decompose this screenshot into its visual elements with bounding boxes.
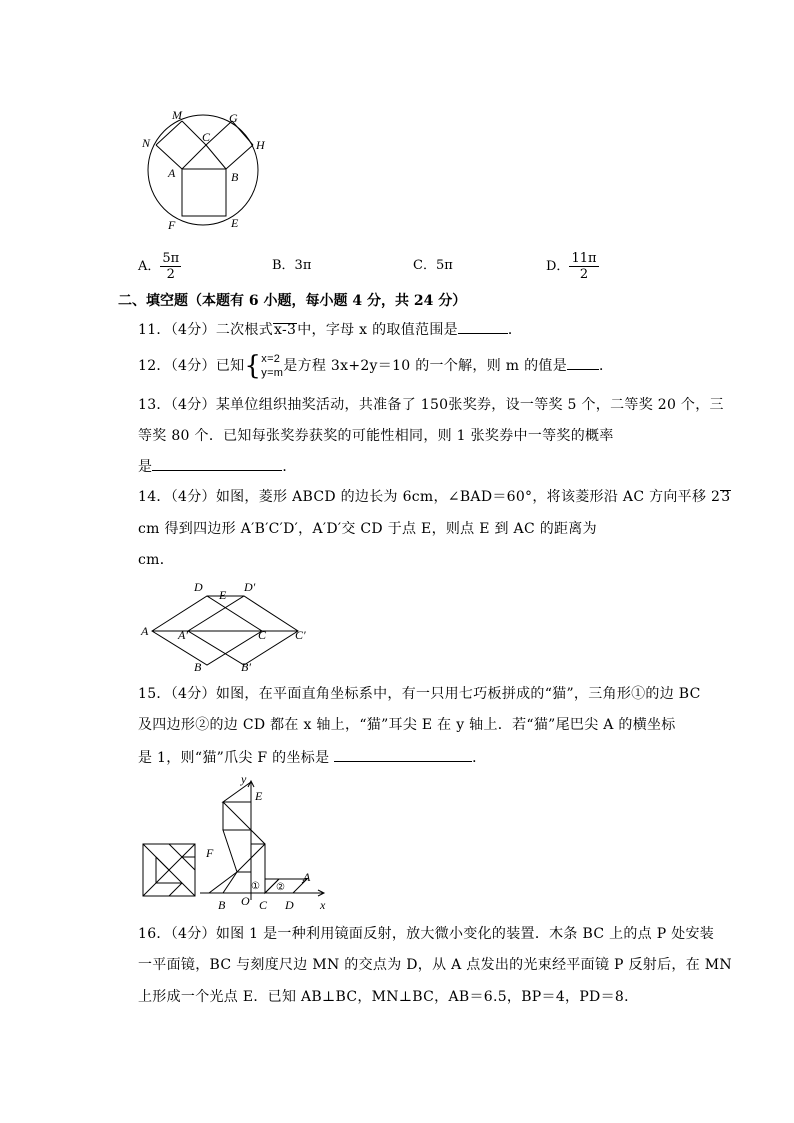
question-16-line-1: 16．（4分）如图 1 是一种利用镜面反射，放大微小变化的装置．木条 BC 上的点 P 处安装 (138, 926, 715, 942)
answer-blank-13[interactable] (152, 456, 282, 471)
label-C: C (202, 130, 211, 144)
question-16-line-3: 上形成一个光点 E．已知 AB⊥BC，MN⊥BC，AB＝6.5，BP＝4，PD＝8． (138, 989, 639, 1005)
question-12: 12．（4分）已知{ x=2 y=m 是方程 3x+2y＝10 的一个解，则 m 的值是 ． (138, 351, 614, 381)
option-a-fraction: $\frac{5\pi}{2}$ (162, 251, 180, 282)
label-N: N (142, 136, 151, 150)
fig3-label-E: E (255, 789, 263, 803)
fig2-label-A-prime: A′ (178, 628, 188, 642)
fig3-label-one: ① (251, 881, 260, 892)
fig2-label-A: A (141, 624, 149, 638)
label-H: H (256, 138, 265, 152)
question-16-line-2: 一平面镜，BC 与刻度尺边 MN 的交点为 D，从 A 点发出的光束经平面镜 P 反射后，在 MN (138, 957, 732, 973)
equation-system: x=2 y=m (261, 353, 284, 379)
fig2-label-B: B (194, 660, 202, 673)
option-b: B．3π (272, 258, 312, 273)
fig3-label-O: O (241, 894, 250, 908)
label-E: E (231, 216, 239, 230)
section-title: 二、填空题（本题有 6 小题，每小题 4 分，共 24 分） (118, 293, 467, 309)
left-brace: { (244, 351, 262, 381)
answer-blank-11[interactable] (458, 319, 508, 334)
question-14-line-3: cm． (138, 552, 175, 568)
fig3-label-two: ② (276, 882, 285, 893)
fig3-label-B: B (218, 898, 226, 912)
label-F: F (168, 218, 176, 232)
fig3-label-A: A (303, 870, 311, 884)
fig3-label-x: x (320, 898, 326, 912)
label-A: A (168, 166, 176, 180)
answer-blank-12[interactable] (567, 355, 599, 370)
fig3-label-C: C (259, 898, 268, 912)
question-15-line-1: 15．（4分）如图，在平面直角坐标系中，有一只用七巧板拼成的“猫”，三角形①的边 BC (138, 686, 701, 702)
label-B: B (231, 170, 239, 184)
question-13-line-2: 等奖 80 个．已知每张奖券获奖的可能性相同，则 1 张奖券中一等奖的概率 (138, 428, 614, 444)
fig3-label-y: y (241, 772, 247, 786)
label-M: M (172, 108, 182, 122)
answer-blank-15[interactable] (334, 747, 472, 762)
rhombus-figure (138, 578, 318, 673)
option-d-fraction: $\frac{11\pi}{2}$ (571, 251, 597, 282)
fig2-label-C-prime: C′ (295, 628, 306, 642)
radical-x-3: x-3 (274, 322, 297, 338)
question-15-line-3: 是 1，则“猫”爪尖 F 的坐标是 ． (138, 747, 486, 768)
radical-3: 3 (721, 489, 731, 505)
fig2-label-B-prime: B′ (241, 660, 251, 673)
question-15-line-2: 及四边形②的边 CD 都在 x 轴上，“猫”耳尖 E 在 y 轴上．若“猫”尾巴尖 A 的横坐标 (138, 717, 676, 733)
fig3-label-F: F (206, 846, 214, 860)
question-14-line-1: 14．（4分）如图，菱形 ABCD 的边长为 6cm，∠BAD＝60°，将该菱形沿 AC 方向平移 23 (138, 489, 731, 505)
fig2-label-E: E (219, 588, 227, 602)
question-13-line-3: 是 ． (138, 456, 297, 477)
question-13-line-1: 13．（4分）某单位组织抽奖活动，共准备了 150张奖券，设一等奖 5 个，二等奖 20 个，三 (138, 397, 724, 413)
question-11: 11．（4分）二次根式x-3中，字母 x 的取值范围是 ． (138, 319, 522, 340)
question-14-line-2: cm 得到四边形 A′B′C′D′，A′D′交 CD 于点 E，则点 E 到 AC 的距离为 (138, 521, 597, 537)
label-G: G (229, 111, 238, 125)
circle-square-figure (135, 105, 275, 235)
fig3-label-D: D (285, 898, 294, 912)
option-c: C．5π (413, 258, 453, 273)
option-d: D． $\frac{11\pi}{2}$ (546, 251, 597, 282)
fig2-label-D-prime: D′ (244, 580, 256, 594)
fig2-label-D: D (194, 580, 203, 594)
tangram-cat-figure (138, 772, 338, 917)
option-a: A． $\frac{5\pi}{2}$ (138, 251, 180, 282)
fig2-label-C: C (258, 628, 267, 642)
